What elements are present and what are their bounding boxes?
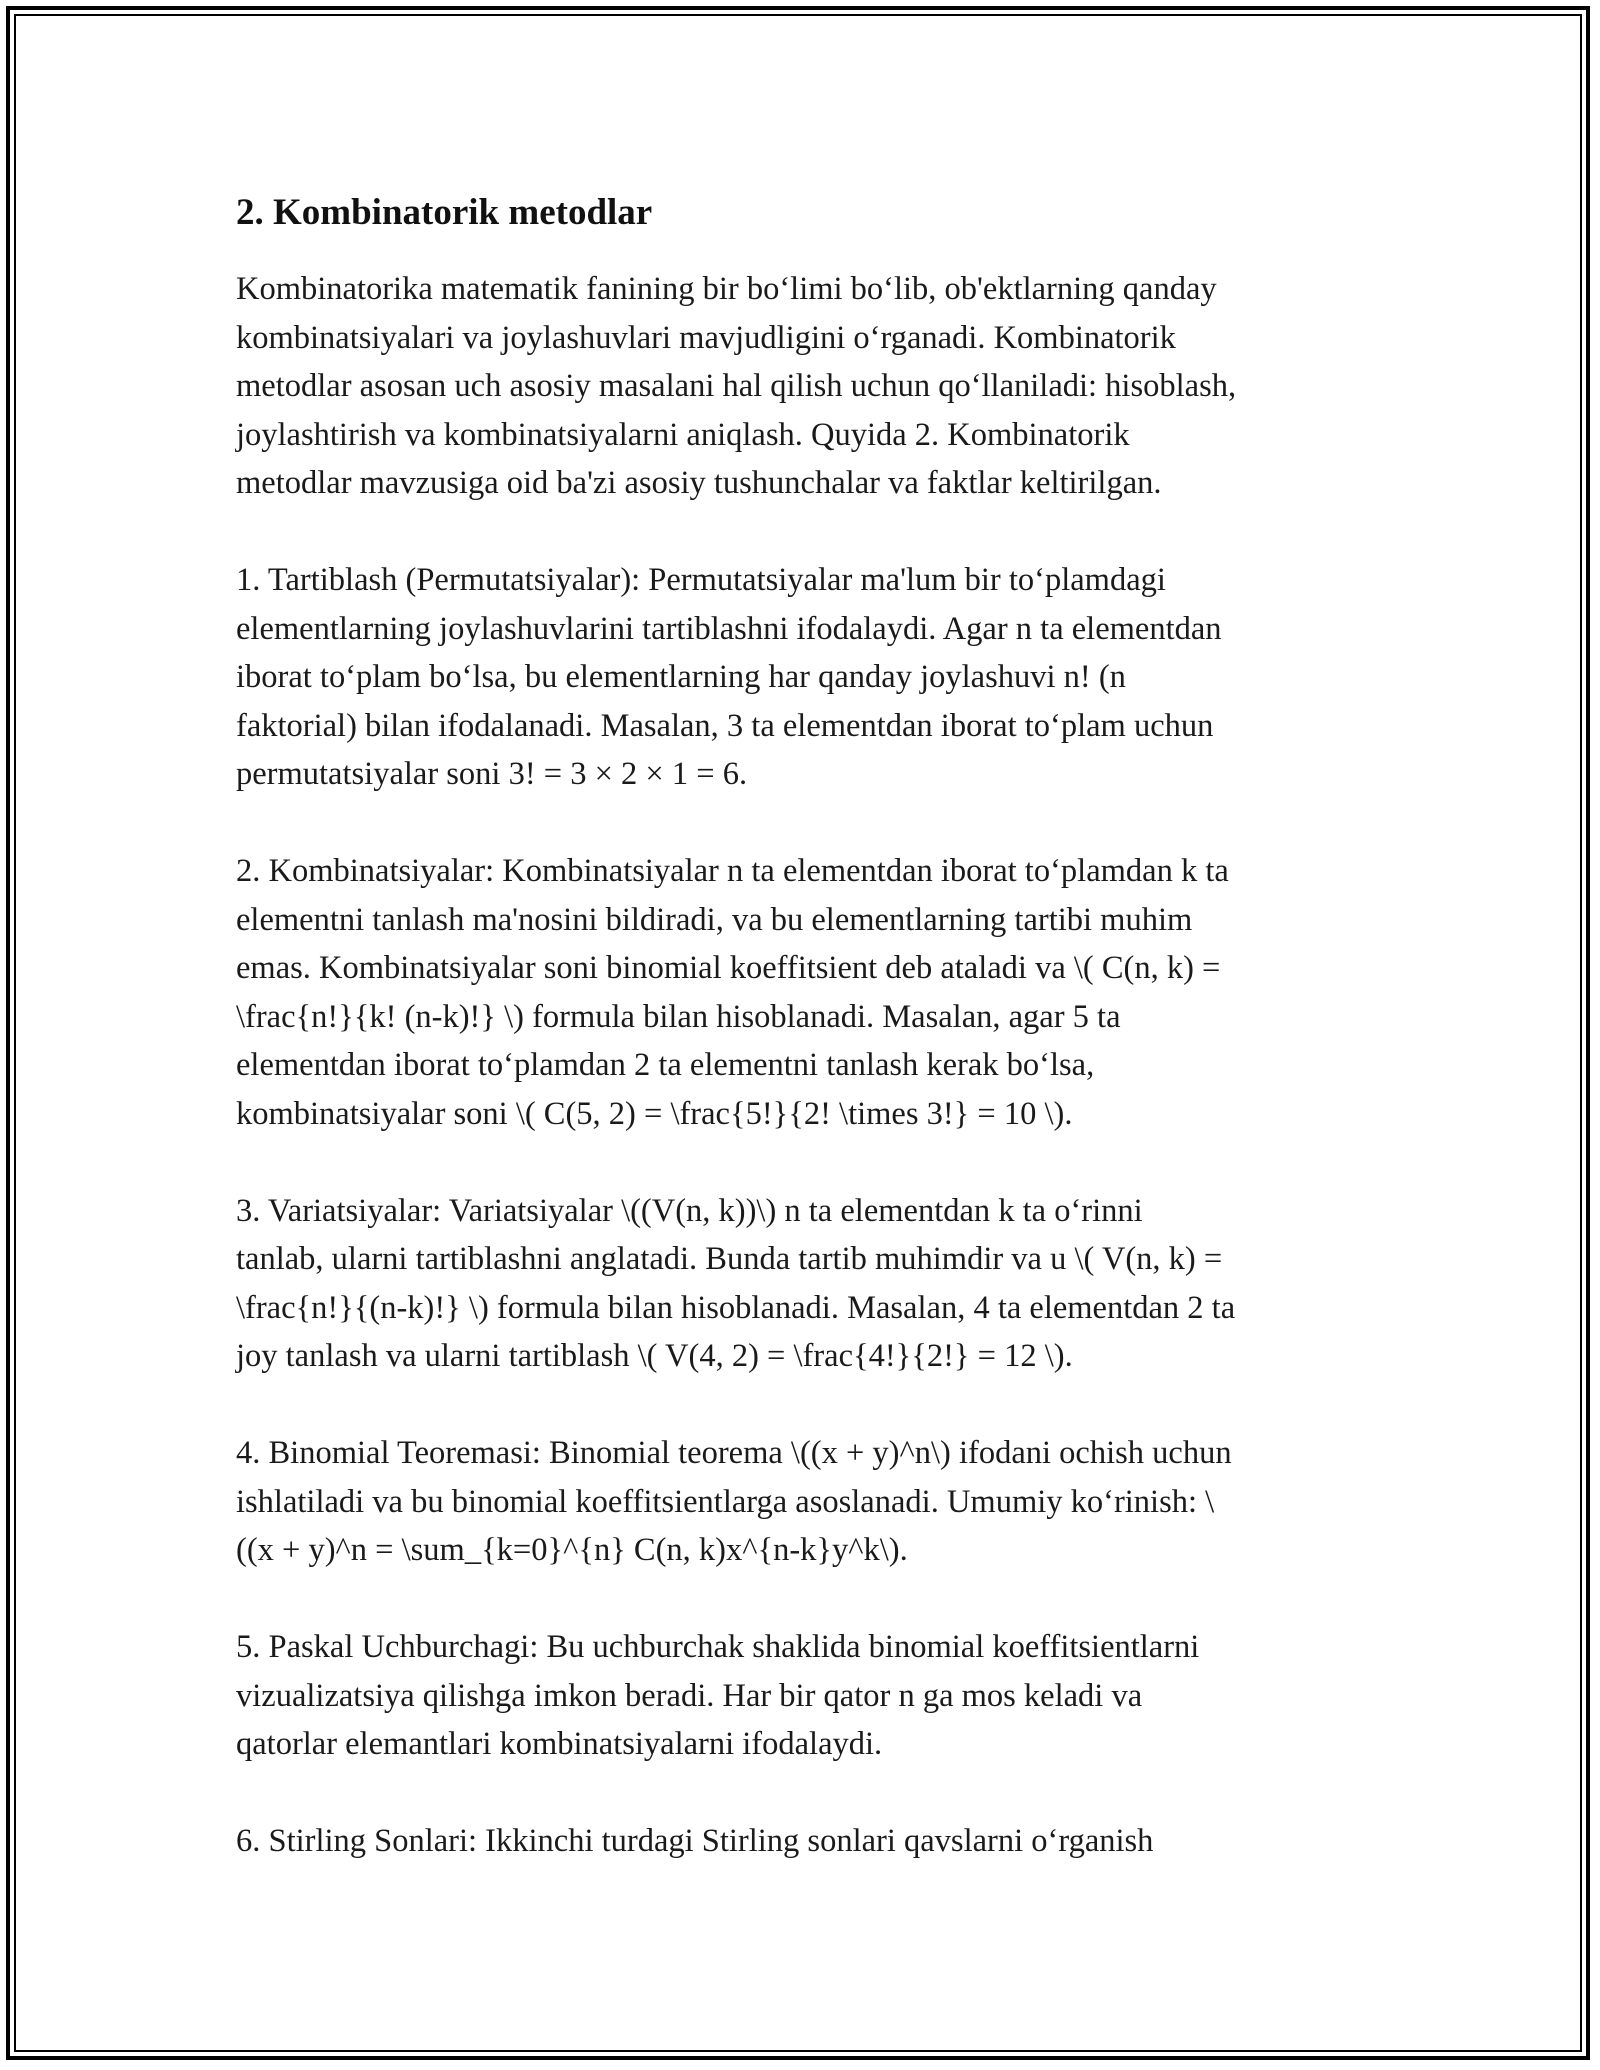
- text-line: \frac{n!}{(n-k)!} \) formula bilan hisoblanadi. Masalan, 4 ta elementdan 2 ta: [236, 1289, 1236, 1326]
- paragraph-stirling-numbers: [236, 1817, 1386, 1866]
- text-line: iborat to‘plam bo‘lsa, bu elementlarning har qanday joylashuvi n! (n: [236, 659, 1126, 695]
- text-line: elementdan iborat to‘plamdan 2 ta elementni tanlash kerak bo‘lsa,: [236, 1047, 1095, 1083]
- text-line: permutatsiyalar soni 3! = 3 × 2 × 1 = 6.: [236, 756, 748, 792]
- text-line: kombinatsiyalar soni \( C(5, 2) = \frac{5!}{2! \times 3!} = 10 \).: [236, 1095, 1073, 1132]
- text-line: emas. Kombinatsiyalar soni binomial koeffitsient deb ataladi va \( C(n, k) =: [236, 950, 1221, 986]
- paragraph-permutations: [236, 556, 1386, 799]
- text-line: 2. Kombinatsiyalar: Kombinatsiyalar n ta elementdan iborat to‘plamdan k ta: [236, 853, 1229, 889]
- text-line: \frac{n!}{k! (n-k)!} \) formula bilan hisoblanadi. Masalan, agar 5 ta: [236, 998, 1121, 1035]
- text-line: joy tanlash va ularni tartiblash \( V(4, 2) = \frac{4!}{2!} = 12 \).: [236, 1338, 1073, 1374]
- paragraph-intro: [236, 265, 1386, 508]
- text-line: ishlatiladi va bu binomial koeffitsientlarga asoslanadi. Umumiy ko‘rinish: \: [236, 1483, 1215, 1520]
- text-line: vizualizatsiya qilishga imkon beradi. Har bir qator n ga mos keladi va: [236, 1677, 1143, 1714]
- text-line: 5. Paskal Uchburchagi: Bu uchburchak shaklida binomial koeffitsientlarni: [236, 1629, 1200, 1665]
- text-line: qatorlar elemantlari kombinatsiyalarni ifodalaydi.: [236, 1726, 883, 1762]
- text-line: 3. Variatsiyalar: Variatsiyalar \((V(n, k))\) n ta elementdan k ta o‘rinni: [236, 1192, 1143, 1229]
- paragraph-pascal-triangle: [236, 1623, 1386, 1769]
- text-line: kombinatsiyalari va joylashuvlari mavjudligini o‘rganadi. Kombinatorik: [236, 319, 1176, 356]
- text-line: metodlar mavzusiga oid ba'zi asosiy tushunchalar va faktlar keltirilgan.: [236, 465, 1162, 501]
- text-line: metodlar asosan uch asosiy masalani hal qilish uchun qo‘llaniladi: hisoblash,: [236, 368, 1237, 404]
- text-line: joylashtirish va kombinatsiyalarni aniqlash. Quyida 2. Kombinatorik: [236, 416, 1130, 453]
- paragraph-binomial-theorem: [236, 1429, 1386, 1575]
- text-line: 6. Stirling Sonlari: Ikkinchi turdagi Stirling sonlari qavslarni o‘rganish: [236, 1823, 1154, 1859]
- document-page: [236, 183, 1386, 1914]
- section-heading: 2. Kombinatorik metodlar: [236, 192, 653, 233]
- text-line: elementlarning joylashuvlarini tartiblashni ifodalaydi. Agar n ta elementdan: [236, 610, 1222, 647]
- text-line: tanlab, ularni tartiblashni anglatadi. Bunda tartib muhimdir va u \( V(n, k) =: [236, 1241, 1223, 1277]
- text-line: ((x + y)^n = \sum_{k=0}^{n} C(n, k)x^{n-k}y^k\).: [236, 1532, 908, 1568]
- text-line: faktorial) bilan ifodalanadi. Masalan, 3 ta elementdan iborat to‘plam uchun: [236, 707, 1214, 744]
- text-line: elementni tanlash ma'nosini bildiradi, va bu elementlarning tartibi muhim: [236, 901, 1193, 938]
- text-line: 1. Tartiblash (Permutatsiyalar): Permutatsiyalar ma'lum bir to‘plamdagi: [236, 562, 1166, 598]
- text-line: Kombinatorika matematik fanining bir bo‘limi bo‘lib, ob'ektlarning qanday: [236, 271, 1217, 307]
- paragraph-variations: [236, 1187, 1386, 1381]
- text-line: 4. Binomial Teoremasi: Binomial teorema \((x + y)^n\) ifodani ochish uchun: [236, 1435, 1232, 1471]
- paragraph-combinations: [236, 847, 1386, 1138]
